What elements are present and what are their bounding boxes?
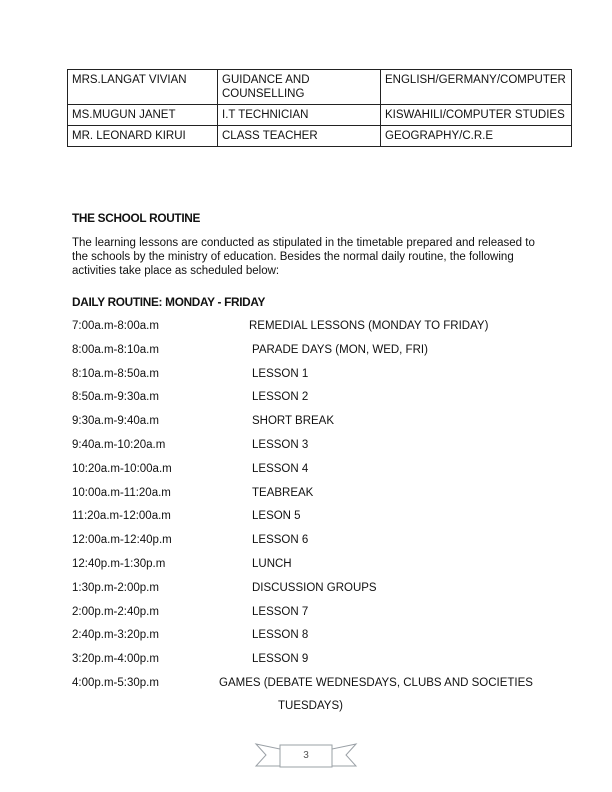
daily-routine-list	[72, 317, 572, 713]
routine-time: 9:40a.m-10:20a.m	[72, 438, 166, 451]
table-row	[68, 70, 572, 105]
staff-subjects: ENGLISH/GERMANY/COMPUTER	[381, 70, 572, 105]
list-item	[72, 603, 572, 627]
routine-activity: LESSON 7	[252, 605, 309, 618]
list-item	[72, 341, 572, 365]
routine-time: 8:00a.m-8:10a.m	[72, 343, 159, 356]
routine-activity: LESSON 3	[252, 438, 309, 451]
list-item	[72, 674, 572, 713]
routine-time: 2:40p.m-3:20p.m	[72, 629, 159, 642]
routine-time: 7:00a.m-8:00a.m	[72, 320, 159, 332]
routine-activity: LESSON 6	[252, 534, 309, 547]
list-item	[72, 531, 572, 555]
list-item	[72, 460, 572, 484]
routine-time: 12:00a.m-12:40p.m	[72, 534, 172, 547]
routine-time: 8:10a.m-8:50a.m	[72, 367, 159, 380]
page-footer	[254, 741, 358, 769]
list-item	[72, 579, 572, 603]
routine-title: DAILY ROUTINE: MONDAY - FRIDAY	[72, 295, 266, 309]
staff-role: GUIDANCE AND COUNSELLING	[218, 70, 381, 105]
routine-activity: LUNCH	[252, 557, 292, 570]
routine-activity: REMEDIAL LESSONS (MONDAY TO FRIDAY)	[249, 320, 489, 332]
list-item	[72, 436, 572, 460]
routine-activity: LESSON 1	[252, 367, 309, 380]
routine-activity	[219, 672, 559, 719]
routine-time: 8:50a.m-9:30a.m	[72, 391, 159, 404]
staff-table	[67, 69, 572, 147]
list-item	[72, 626, 572, 650]
list-item	[72, 507, 572, 531]
table-row	[68, 105, 572, 126]
routine-time: 12:40p.m-1:30p.m	[72, 557, 166, 570]
routine-activity: LESSON 2	[252, 391, 309, 404]
staff-subjects: KISWAHILI/COMPUTER STUDIES	[381, 105, 572, 126]
routine-activity: SHORT BREAK	[252, 415, 335, 428]
routine-time: 9:30a.m-9:40a.m	[72, 415, 159, 428]
routine-time: 10:00a.m-11:20a.m	[72, 486, 171, 499]
routine-time: 1:30p.m-2:00p.m	[72, 581, 159, 594]
routine-activity: DISCUSSION GROUPS	[252, 581, 377, 594]
routine-time: 4:00p.m-5:30p.m	[72, 676, 159, 689]
routine-time: 3:20p.m-4:00p.m	[72, 653, 159, 666]
list-item	[72, 484, 572, 508]
staff-role: CLASS TEACHER	[218, 126, 381, 147]
section-title: THE SCHOOL ROUTINE	[72, 211, 201, 225]
table-row	[68, 126, 572, 147]
staff-name: MR. LEONARD KIRUI	[68, 126, 218, 147]
routine-time: 10:20a.m-10:00a.m	[72, 462, 172, 475]
list-item	[72, 365, 572, 389]
intro-paragraph: The learning lessons are conducted as stipulated in the timetable prepared and released to the schools by the ministry of education. Besides the normal daily routine, the following activities take place as scheduled below:	[72, 237, 535, 277]
routine-time: 11:20a.m-12:00a.m	[72, 510, 171, 523]
list-item	[72, 412, 572, 436]
list-item	[72, 650, 572, 674]
list-item	[72, 388, 572, 412]
staff-subjects: GEOGRAPHY/C.R.E	[381, 126, 572, 147]
routine-time: 2:00p.m-2:40p.m	[72, 605, 159, 618]
routine-activity: LESSON 4	[252, 462, 309, 475]
routine-activity: LESSON 9	[252, 653, 309, 666]
list-item	[72, 555, 572, 579]
routine-activity: TEABREAK	[252, 486, 314, 499]
routine-activity-line1: GAMES (DEBATE WEDNESDAYS, CLUBS AND SOCIETIES	[219, 676, 533, 689]
routine-activity-line2: TUESDAYS)	[278, 700, 343, 713]
list-item	[72, 317, 572, 341]
staff-role: I.T TECHNICIAN	[218, 105, 381, 126]
staff-name: MS.MUGUN JANET	[68, 105, 218, 126]
routine-activity: LESSON 8	[252, 629, 309, 642]
staff-name: MRS.LANGAT VIVIAN	[68, 70, 218, 105]
routine-activity: LESON 5	[252, 510, 301, 523]
page-number: 3	[303, 750, 309, 761]
routine-activity: PARADE DAYS (MON, WED, FRI)	[252, 343, 428, 356]
